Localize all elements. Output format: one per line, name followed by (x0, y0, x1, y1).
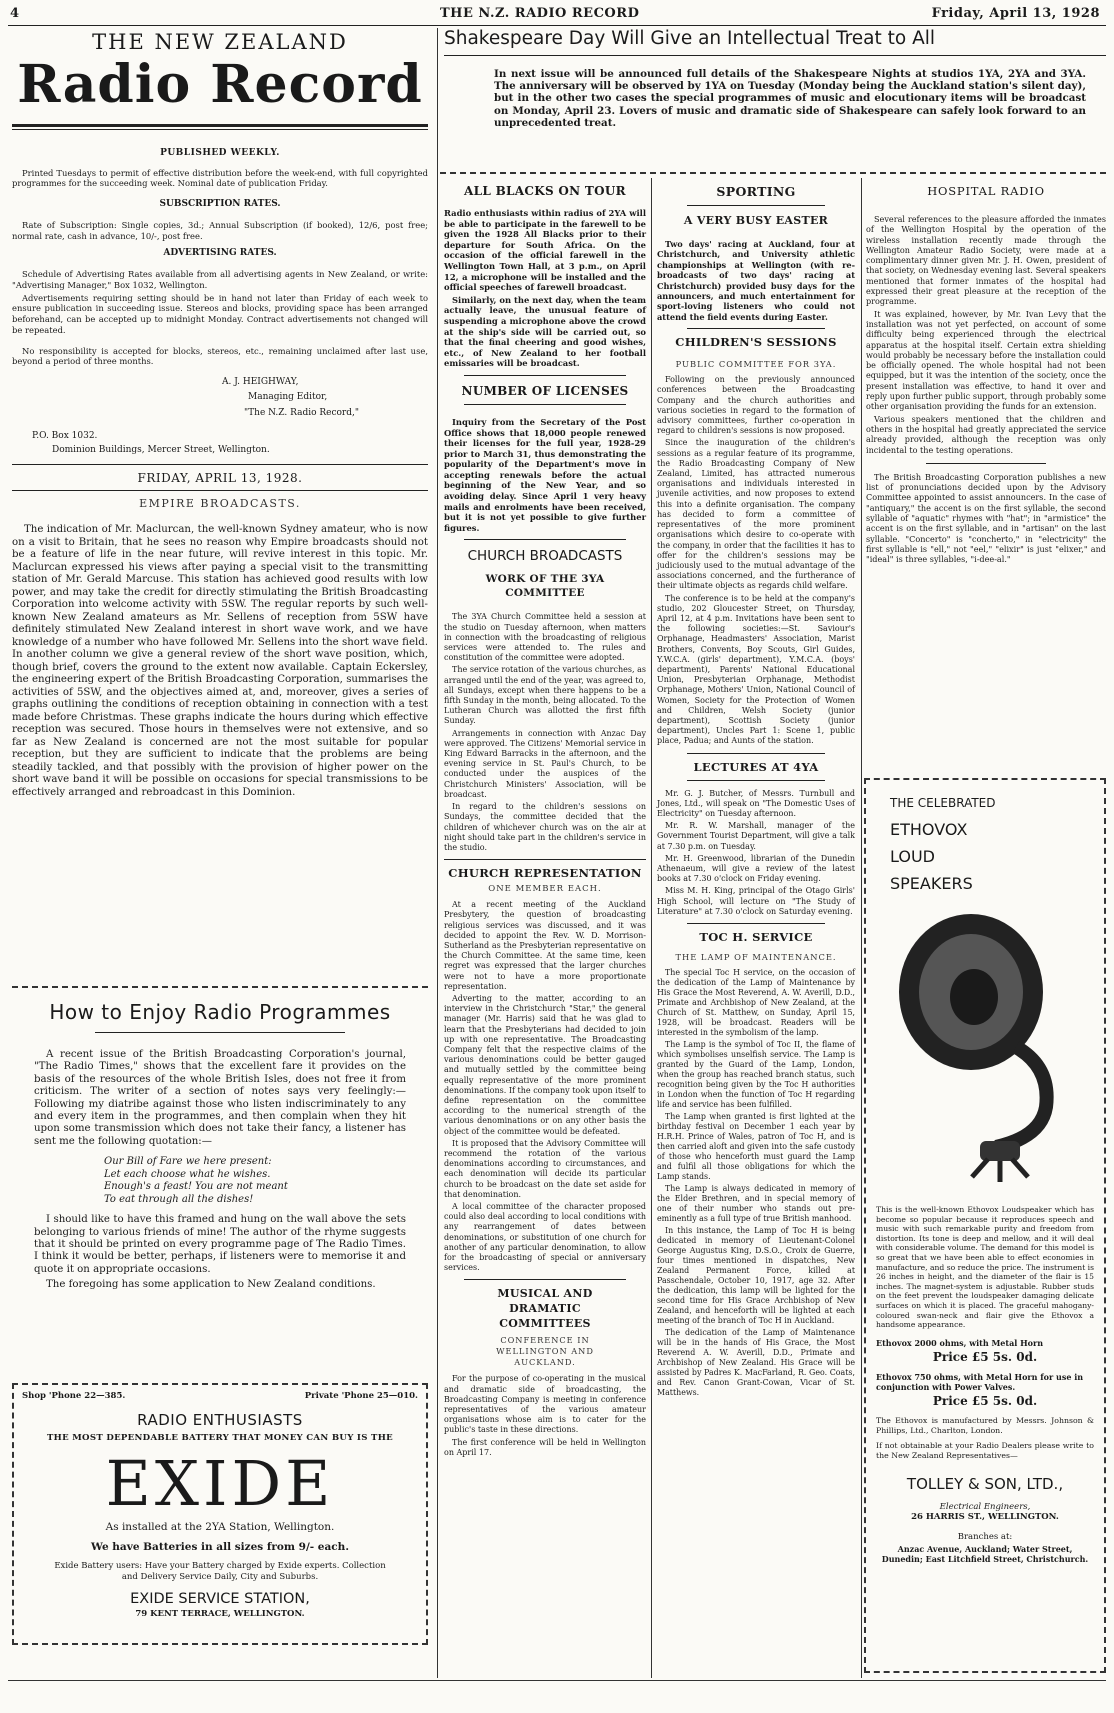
speaker-feet (972, 1159, 1028, 1182)
masthead (12, 30, 428, 802)
sporting-title: SPORTING (716, 184, 796, 199)
swan-neck (996, 1047, 1047, 1147)
exide-brand: EXIDE (105, 1447, 335, 1520)
pronunciation-para: The British Broadcasting Corporation publishes a new list of pronunciations decided upon by the Advisory Committee appointed to assist announcers. In the case of "antiquary," the accent is on the first syllable, the second syllable of "aquatic" rhymes with "hat"; in "armistice" the accent is on the first syllable, and in "artisan" on the last syllable. "Concerto" is "concherto," in "electricity" the first syllable is "ell," not "eel," "elixir" is just "elixer," and "ideal" is three syllables, "i-dee-al." (866, 471, 1106, 565)
lectures-para-3: Mr. H. Greenwood, librarian of the Dunedin Athenaeum, will give a review of the latest books at 7.30 o'clock on Friday evening. (657, 853, 855, 884)
ethovox-price-1-line: Ethovox 2000 ohms, with Metal Horn (876, 1337, 1044, 1348)
all-blacks-para-1: Radio enthusiasts within radius of 2YA will be able to participate in the farewell to be given the 1928 All Blacks prior to their departure for South Africa. On the occasion of the official farewell in the Wellington Town Hall, at 3 p.m., on April 12, a microphone will be installed and the official speeches of farewell broadcast. (444, 208, 646, 293)
church-rep-para-4: A local committee of the character proposed could also deal according to local conditions with any rearrangement of dates between denominations, or substitution of one church for another of any particular denomination, to allow for the broadcasting of special or anniversary services. (444, 1202, 646, 1273)
church-rep-para-1: At a recent meeting of the Auckland Presbytery, the question of broadcasting religious services was discussed, and it was decided to appoint the Rev. W. D. Morrison-Sutherland as the Presbyterian representative on the Church Committee. At the same time, keen regret was expressed that the larger churches were not to have a more proportionate representation. (444, 900, 646, 991)
advertising-text-2: Advertisements requiring setting should be in hand not later than Friday of each week to ensure publication in succeeding issue. Stereos and blocks, providing space has been arranged beforehand, can be accepted up to midnight Monday. Contract advertisements not changed will be repeated. (12, 292, 428, 335)
advertising-text-1: Schedule of Advertising Rates available from all advertising agents in New Zealand, or write: "Advertising Manager," Box 1032, Wellington. (12, 269, 428, 291)
issue-date: Friday, April 13, 1928 (931, 6, 1100, 21)
responsibility-notice: No responsibility is accepted for blocks, stereos, etc., remaining unclaimed after last use, beyond a period of three months. (12, 345, 428, 367)
verse-line-1: Our Bill of Fare we here present: (104, 1156, 272, 1168)
church-rep-para-3: It is proposed that the Advisory Committee will recommend the rotation of the various denominations according to circumstances, and each denomination will decide its particular church to be broadcast on the date set aside for that denomination. (444, 1138, 646, 1199)
licenses-title: NUMBER OF LICENSES (461, 383, 629, 398)
toc-subtitle: THE LAMP OF MAINTENANCE. (675, 952, 837, 962)
ethovox-description: This is the well-known Ethovox Loudspeaker which has become so popular because it reproduces speech and music with such remarkable purity and freedom from distortion. Its tone is deep and mellow, and it will deal with considerable volume. The demand for this model is so great that we have been able to effect economies in manufacture, and so reduce the price. The instrument is 26 inches in height, and the diameter of the flair is 15 inches. The magnet-system is adjustable. Rubber studs on the feet prevent the loudspeaker damaging delicate surfaces on which it is placed. The graceful mahogany-coloured swan-neck and flair give the Ethovox a handsome appearance. (876, 1205, 1094, 1330)
shakespeare-body: In next issue will be announced full details of the Shakespeare Nights at studios 1YA, 2YA and 3YA. The anniversary will be observed by 1YA on Tuesday (Monday being the Auckland station's silent day), but in the other two cases the special programmes of music and elocutionary items will be broadcast on Monday, April 23. Lovers of music and dramatic side of Shakespeare can safely look forward to an unprecedented treat. (494, 68, 1086, 129)
ethovox-line-2: ETHOVOX (890, 820, 968, 839)
running-title: THE N.Z. RADIO RECORD (440, 6, 640, 21)
church-para-1: The 3YA Church Committee held a session at the studio on Tuesday afternoon, when matters in connection with the broadcasting of religious services were attended to. The rules and constitution of the committee were adopted. (444, 612, 646, 663)
lectures-para-4: Miss M. H. King, principal of the Otago Girls' High School, will lecture on "The Study of Literature" at 7.30 o'clock on Saturday evening. (657, 886, 855, 916)
subscription-text: Rate of Subscription: Single copies, 3d.; Annual Subscription (if booked), 12/6, post free; normal rate, cash in advance, 10/-, post free. (12, 220, 428, 242)
childrens-subtitle: PUBLIC COMMITTEE FOR 3YA. (675, 359, 837, 370)
ethovox-line-1: THE CELEBRATED (890, 796, 996, 810)
advertising-heading: ADVERTISING RATES. (163, 247, 277, 258)
column-5 (866, 184, 1106, 567)
musical-subtitle: CONFERENCE IN WELLINGTON AND AUCKLAND. (496, 1335, 594, 1368)
church-para-4: In regard to the children's sessions on Sundays, the committee decided that the children of whichever church was on the air at night should take part in the children's service in the studio. (444, 802, 646, 852)
childrens-para-1: Following on the previously announced conferences between the Broadcasting Company and the church authorities and various societies in regard to the formation of advisory committees, further co-operation in regard to children's sessions is now proposed. (657, 375, 855, 436)
enjoy-para-1: A recent issue of the British Broadcasting Corporation's journal, "The Radio Times," shows that the excellent fare it provides on the basis of the resources of the whole British Isles, does not free it from criticism. The writer of a section of notes says very feelingly:—Following my diatribe against those who listen indiscriminately to any and every item in the programmes, and then complain when they hit upon some transmission which does not take their fancy, a listener has sent me the following quotation:— (34, 1049, 406, 1147)
church-rep-subtitle: ONE MEMBER EACH. (488, 884, 602, 895)
musical-title: MUSICAL AND DRAMATIC COMMITTEES (497, 1287, 593, 1331)
exide-station: EXIDE SERVICE STATION, (130, 1591, 310, 1607)
exide-ad (12, 1383, 428, 1645)
tolley-address: 26 HARRIS ST., WELLINGTON. (911, 1511, 1059, 1522)
church-rep-title: CHURCH REPRESENTATION (448, 866, 642, 881)
licenses-body: Inquiry from the Secretary of the Post Office shows that 18,000 people renewed their licenses for the full year, 1928-29 prior to March 31, thus demonstrating the popularity of the Department's move in accepting renewals before the actual beginning of the New Year, and so avoiding delay. Since April 1 very heavy mails and enrolments have been received, but it is not yet possible to give further figures. (444, 416, 646, 533)
church-broadcasts-subtitle: WORK OF THE 3YA COMMITTEE (485, 573, 605, 600)
private-phone: Private 'Phone 25—010. (304, 1391, 418, 1401)
childrens-para-3: The conference is to be held at the company's studio, 202 Gloucester Street, on Thursday, April 12, at 4 p.m. Invitations have been sent to the following societies:—St. Saviour's Orphanage, Headmasters' Association, Marist Brothers, Convents, Boy Scouts, Girl Guides, Y.W.C.A. (girls' department), Y.M.C.A. (boys' department), Parents' National Educational Union, Presbyterian Orphanage, Methodist Orphanage, Mothers' Union, National Council of Women, Society for the Protection of Women and Children, Welsh Society (junior department), Scottish Society (junior department), Uncles Part 1: Scene 1, public place, Padua; and Aunts of the station. (657, 593, 855, 746)
ethovox-obtain: If not obtainable at your Radio Dealers please write to the New Zealand Representatives— (876, 1441, 1094, 1461)
toc-para-6: The dedication of the Lamp of Maintenance will be in the hands of His Grace, the Most Reverend A. W. Averill, D.D., Primate and Archbishop of New Zealand. His Grace will be assisted by Padres K. MacFarland, R. Geo. Coats, and Rev. Canon Grant-Cowan, Vicar of St. Matthews. (657, 1328, 855, 1397)
exide-sizes: We have Batteries in all sizes from 9/- each. (91, 1541, 349, 1553)
exide-address: 79 KENT TERRACE, WELLINGTON. (135, 1609, 305, 1619)
ethovox-price-2: Price £5 5s. 0d. (932, 1393, 1038, 1408)
verse-line-3: Enough's a feast! You are not meant (104, 1181, 288, 1193)
page-header (8, 4, 1106, 26)
musical-para-1: For the purpose of co-operating in the musical and dramatic side of broadcasting, the Broadcasting Company is meeting in conference representatives of the various amateur organisations whose aim is to cater for the public's taste in these directions. (444, 1374, 646, 1435)
column-4 (657, 184, 855, 1400)
exide-installed: As installed at the 2YA Station, Wellington. (105, 1521, 335, 1533)
ethovox-manufacturer: The Ethovox is manufactured by Messrs. Johnson & Phillips, Ltd., Charlton, London. (876, 1415, 1094, 1435)
office-address: Dominion Buildings, Mercer Street, Wellington. (52, 444, 270, 455)
page-number: 4 (10, 6, 20, 21)
ethovox-price-1: Price £5 5s. 0d. (932, 1349, 1038, 1364)
published-weekly: PUBLISHED WEEKLY. (160, 148, 280, 158)
enjoy-title: How to Enjoy Radio Programmes (49, 1000, 391, 1024)
lectures-para-2: Mr. R. W. Marshall, manager of the Government Tourist Department, will give a talk at 7.30 p.m. on Tuesday. (657, 821, 855, 851)
musical-para-2: The first conference will be held in Wellington on April 17. (444, 1437, 646, 1457)
tolley-branches-label: Branches at: (957, 1531, 1013, 1542)
toc-para-4: The Lamp is always dedicated in memory of the Elder Brethren, and in special memory of one of their number who stands out pre-eminently as a full type of true British manhood. (657, 1184, 855, 1223)
sporting-body: Two days' racing at Auckland, four at Christchurch, and University athletic championships at Wellington (with re-broadcasts of two days' racing at Christchurch) provided busy days for the announcers, and much entertainment for sport-loving listeners who could not attend the field events during Easter. (657, 239, 855, 322)
enjoy-article (12, 1000, 428, 1295)
ethovox-price-2-line: Ethovox 750 ohms, with Metal Horn for use in conjunction with Power Valves. (876, 1371, 1084, 1392)
childrens-para-2: Since the inauguration of the children's sessions as a regular feature of its programme, the Radio Broadcasting Company of New Zealand, Limited, has attracted numerous organisations and individuals interested in juvenile activities, and now proposes to extend this into a definite organisation. The company has decided to form a committee of representatives of the more prominent organisations which desire to co-operate with the company, in order that the facilities it has to offer for the children's sessions may be judiciously used to the mutual advantage of the associations concerned, and the furtherance of their ultimate objects as regards child welfare. (657, 438, 855, 591)
ethovox-line-4: SPEAKERS (890, 874, 973, 893)
lectures-para-1: Mr. G. J. Butcher, of Messrs. Turnbull and Jones, Ltd., will speak on "The Domestic Uses of Electricity" on Tuesday afternoon. (657, 788, 855, 818)
shakespeare-title: Shakespeare Day Will Give an Intellectual Treat to All (444, 28, 936, 49)
lectures-title: LECTURES AT 4YA (693, 759, 819, 774)
church-para-3: Arrangements in connection with Anzac Day were approved. The Citizens' Memorial service in King Edward Barracks in the afternoon, and the evening service in St. Paul's Church, to be conducted under the auspices of the Christchurch Ministers' Association, will be broadcast. (444, 728, 646, 799)
masthead-title: Radio Record (17, 54, 423, 115)
subscription-heading: SUBSCRIPTION RATES. (159, 198, 281, 209)
verse-line-2: Let each choose what he wishes. (104, 1168, 271, 1180)
ethovox-line-3: LOUD (890, 847, 935, 866)
printed-notice: Printed Tuesdays to permit of effective distribution before the week-end, with full copyrighted programmes for the succeeding week. Nominal date of publication Friday. (12, 167, 428, 189)
po-box: P.O. Box 1032. (32, 431, 98, 442)
editor-name: A. J. HEIGHWAY, (222, 376, 299, 387)
hospital-para-2: It was explained, however, by Mr. Ivan Levy that the installation was not yet perfected, on account of some difficulty being experienced through the electrical apparatus at the hospital itself. Certain extra shielding would probably be necessary before the installation could be officially opened. The whole hospital had not been equipped, but it was the intention of the society, once the present installation was effective, to hand it over and reply upon further public support, through probably some other organisation providing the funds for an extension. (866, 308, 1106, 412)
all-blacks-title: ALL BLACKS ON TOUR (464, 184, 626, 198)
shakespeare-article (444, 28, 1106, 129)
toc-para-5: In this instance, the Lamp of Toc H is being dedicated in memory of Lieutenant-Colonel George Augustus King, D.S.O., Croix de Guerre, four times mentioned in dispatches, New Zealand Permanent Force, killed at Passchendale, October 10, 1917, age 32. After the dedication, this lamp will be lighted for the second time for His Grace Archbishop of New Zealand, and henceforth will be lighted at each meeting of the branch of Toc H in Auckland. (657, 1226, 855, 1325)
hospital-para-1: Several references to the pleasure afforded the inmates of the Wellington Hospital by the operation of the wireless installation recently made through the Wellington Amateur Radio Society, were made at a complimentary dinner given Mr. J. H. Owen, president of that society, on Wednesday evening last. Several speakers mentioned that former inmates of the hospital had expressed their great pleasure at the reception of the programme. (866, 214, 1106, 307)
toc-para-1: The special Toc H service, on the occasion of the dedication of the Lamp of Maintenance by His Grace the Most Reverend, A. W. Averill, D.D., Primate and Archbishop of New Zealand, at the Church of St. Matthew, on Sunday, April 15, 1928, will be broadcast. Readers will be interested in the symbolism of the lamp. (657, 968, 855, 1037)
exide-service-text: Exide Battery users: Have your Battery charged by Exide experts. Collection and Delivery Service Daily, City and Suburbs. (54, 1561, 386, 1582)
verse-line-4: To eat through all the dishes! (104, 1193, 254, 1205)
sporting-subtitle: A VERY BUSY EASTER (683, 214, 829, 227)
shop-phone: Shop 'Phone 22—385. (22, 1391, 126, 1401)
toc-title: TOC H. SERVICE (699, 930, 813, 944)
church-broadcasts-title: CHURCH BROADCASTS (467, 548, 623, 565)
church-rep-para-2: Adverting to the matter, according to an interview in the Christchurch "Star," the general manager (Mr. Harris) said that he was glad to learn that the Presbyterians had decided to join up with one representative. The Broadcasting Company felt that the respective claims of the various denominations could be better gauged and mutually settled by the committee being equally representative of the more prominent denominations. If the company took upon itself to define representation on the committee according to the numerical strength of the various denominations or on any other basis the object of the committee would be defeated. (444, 993, 646, 1136)
empire-title: EMPIRE BROADCASTS. (139, 497, 301, 511)
tolley-firm: TOLLEY & SON, LTD., (906, 1474, 1064, 1493)
hospital-para-3: Various speakers mentioned that the children and others in the hospital had greatly appreciated the service already provided, although the reception was only incidental to the testing operations. (866, 413, 1106, 455)
enjoy-para-3: The foregoing has some application to New Zealand conditions. (46, 1279, 376, 1291)
dateline: FRIDAY, APRIL 13, 1928. (137, 471, 303, 486)
toc-para-2: The Lamp is the symbol of Toc II, the flame of which symbolises unselfish service. The Lamp is granted by the Guard of the Lamp, London, when the group has reached branch status, such recognition being given by the Toc H authorities in London when the function of Toc H regarding life and service has been fulfilled. (657, 1040, 855, 1109)
exide-heading: RADIO ENTHUSIASTS (137, 1411, 303, 1429)
church-para-2: The service rotation of the various churches, as arranged until the end of the year, was agreed to, all Sundays, except when there happens to be a fifth Sunday in the month, being allocated. To the Lutheran Church was allotted the first fifth Sunday. (444, 665, 646, 726)
all-blacks-para-2: Similarly, on the next day, when the team actually leave, the unusual feature of suspending a microphone above the crowd at the ship's side will be carried out, so that the final cheering and good wishes, etc., of New Zealand to her football emissaries will be broadcast. (444, 294, 646, 369)
toc-para-3: The Lamp when granted is first lighted at the birthday festival on December 1 each year by H.R.H. Prince of Wales, patron of Toc H, and is then carried aloft and given into the safe custody of those who henceforth must guard the Lamp and fulfil all those obligations for which the Lamp stands. (657, 1112, 855, 1181)
exide-tagline: THE MOST DEPENDABLE BATTERY THAT MONEY CAN BUY IS THE (46, 1433, 394, 1443)
childrens-title: CHILDREN'S SESSIONS (675, 335, 837, 350)
empire-body: The indication of Mr. Maclurcan, the well-known Sydney amateur, who is now on a visit to Britain, that he sees no reason why Empire broadcasts should not be a feature of life in the near future, will revive interest in this topic. Mr. Maclurcan expressed his views after paying a special visit to the transmitting station of Mr. Gerald Marcuse. This station has achieved good results with low power, and may take the credit for directly stimulating the British Broadcasting Corporation into welcome activity with 5SW. The regular reports by such well-known New Zealand amateurs as Mr. Sellens of reception from 5SW have definitely stimulated New Zealand interest in short wave work, and we have knowledge of a number who have followed Mr. Sellens into the short wave field. In another column we give a general review of the short wave position, which, though brief, covers the ground to the extent now available. Captain Eckersley, the engineering expert of the British Broadcasting Corporation, summarises the activities of 5SW, and the objectives aimed at, and, moreover, gives a series of graphs outlining the conditions of reception obtaining in connection with a test made before Christmas. These graphs indicate the hours during which effective reception was secured. Those hours in themselves were not extensive, and so far as New Zealand is concerned are not the most suitable for popular reception, but they are sufficient to indicate that the problems are being steadily tackled, and that possibly with the provision of higher power on the short wave band it will be possible on occasions for special transmissions to be effectively arranged and rebroadcast in this Dominion. (12, 524, 428, 798)
masthead-line1: THE NEW ZEALAND (92, 30, 348, 54)
ethovox-ad (864, 778, 1106, 1673)
tolley-type: Electrical Engineers, (939, 1501, 1031, 1512)
tolley-branches: Anzac Avenue, Auckland; Water Street, Dunedin; East Litchfield Street, Christchurch. (881, 1543, 1089, 1564)
horn-throat (950, 969, 998, 1025)
column-3 (444, 184, 646, 1460)
editor-title: Managing Editor, (248, 392, 328, 403)
enjoy-para-2: I should like to have this framed and hung on the wall above the sets belonging to various friends of mine! The author of the rhyme suggests that it should be printed on every programme page of The Radio Times. I think it would be better, perhaps, if listeners were to memorise it and quote it on appropriate occasions. (34, 1214, 406, 1275)
hospital-title: HOSPITAL RADIO (927, 184, 1045, 198)
editor-publication: "The N.Z. Radio Record," (244, 407, 359, 418)
loudspeaker-illustration (876, 897, 1094, 1197)
